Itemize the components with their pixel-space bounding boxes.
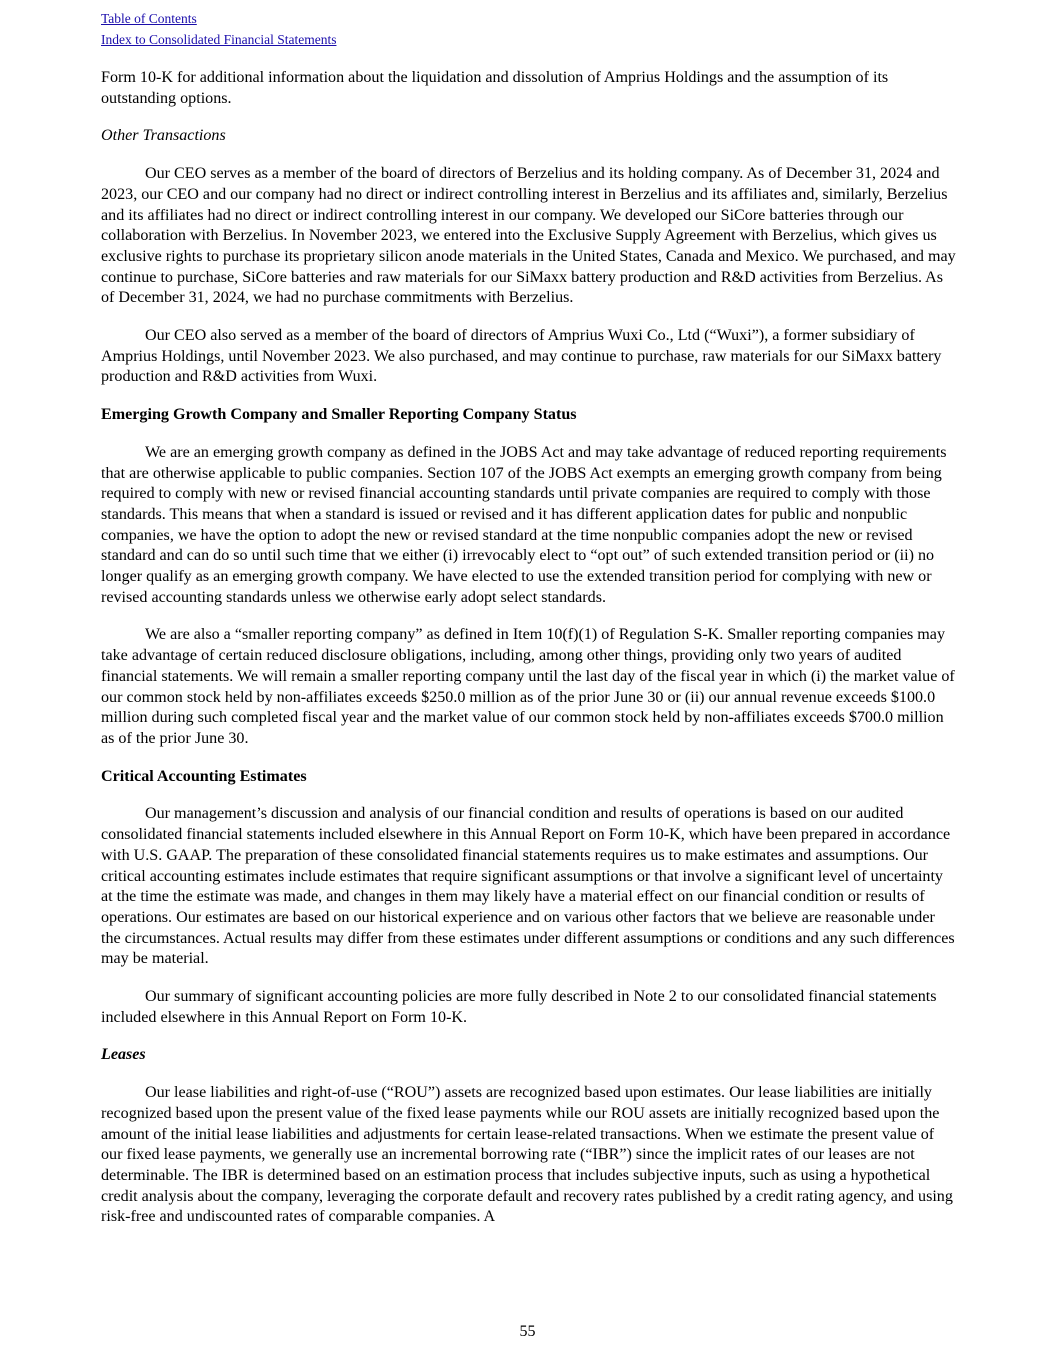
top-navigation-links: [101, 8, 957, 50]
other-transactions-heading: Other Transactions: [101, 127, 226, 145]
document-page: [101, 8, 957, 1245]
page-number: 55: [519, 1323, 536, 1340]
smaller-reporting-paragraph: We are also a “smaller reporting company” as defined in Item 10(f)(1) of Regulation S-K. Smaller reporting companies may take advantage of certain reduced disclosure obligations, including, among other things, providing only two years of audited financial statements. We will remain a smaller reporting company until the last day of the fiscal year in which (i) the market value of our common stock held by non-affiliates exceeds $250.0 million as of the prior June 30 or (ii) our annual revenue exceeds $100.0 million during such completed fiscal year and the market value of our common stock held by non-affiliates exceeds $700.0 million as of the prior June 30.: [101, 626, 955, 747]
table-of-contents-link[interactable]: Table of Contents: [101, 11, 197, 26]
leases-paragraph: Our lease liabilities and right-of-use (“ROU”) assets are recognized based upon estimates. Our lease liabilities are initially recognized based upon the present value of the fixed lease payments while our ROU assets are initially recognized based upon the amount of the initial lease liabilities and adjustments for certain lease-related transactions. When we estimate the present value of our fixed lease payments, we generally use an incremental borrowing rate (“IBR”) since the implicit rates of our leases are not determinable. The IBR is determined based on an estimation process that includes subjective inputs, such as using a hypothetical credit analysis about the company, leveraging the corporate default and recovery rates published by a credit rating agency, and using risk-free and undiscounted rates of comparable companies. A: [101, 1084, 953, 1226]
critical-estimates-heading: Critical Accounting Estimates: [101, 767, 307, 785]
wuxi-paragraph: Our CEO also served as a member of the board of directors of Amprius Wuxi Co., Ltd (“Wuxi”), a former subsidiary of Amprius Holdings, until November 2023. We also purchased, and may continue to purchase, raw materials for our SiMaxx battery production and R&D activities from Wuxi.: [101, 327, 942, 386]
berzelius-paragraph: Our CEO serves as a member of the board of directors of Berzelius and its holding company. As of December 31, 2024 and 2023, our CEO and our company had no direct or indirect controlling interest in Berzelius and its affiliates and, similarly, Berzelius and its affiliates had no direct or indirect controlling interest in our company. We developed our SiCore batteries through our collaboration with Berzelius. In November 2023, we entered into the Exclusive Supply Agreement with Berzelius, which gives us exclusive rights to purchase its proprietary silicon anode materials in the United States, Canada and Mexico. We purchased, and may continue to purchase, SiCore batteries and raw materials for our SiMaxx battery production and R&D activities from Berzelius. As of December 31, 2024, we had no purchase commitments with Berzelius.: [101, 165, 956, 307]
egc-status-heading: Emerging Growth Company and Smaller Reporting Company Status: [101, 406, 577, 424]
critical-estimates-paragraph: Our management’s discussion and analysis of our financial condition and results of operations is based on our audited consolidated financial statements included elsewhere in this Annual Report on Form 10-K, which have been prepared in accordance with U.S. GAAP. The preparation of these consolidated financial statements requires us to make estimates and assumptions. Our critical accounting estimates include estimates that require significant assumptions or that involve a significant level of uncertainty at the time the estimate was made, and changes in them may likely have a material effect on our financial condition or results of operations. Our estimates are based on our historical experience and on various other factors that we believe are reasonable under the circumstances. Actual results may differ from these estimates under different assumptions or conditions and any such differences may be material.: [101, 805, 955, 968]
intro-paragraph: Form 10-K for additional information about the liquidation and dissolution of Amprius Holdings and the assumption of its outstanding options.: [101, 69, 889, 107]
accounting-policies-paragraph: Our summary of significant accounting policies are more fully described in Note 2 to our consolidated financial statements included elsewhere in this Annual Report on Form 10-K.: [101, 988, 937, 1026]
index-to-financial-statements-link[interactable]: Index to Consolidated Financial Statements: [101, 32, 337, 47]
emerging-growth-paragraph: We are an emerging growth company as defined in the JOBS Act and may take advantage of reduced reporting requirements that are otherwise applicable to public companies. Section 107 of the JOBS Act exempts an emerging growth company from being required to comply with new or revised financial accounting standards until private companies are required to comply with those standards. This means that when a standard is issued or revised and it has different application dates for public and nonpublic companies, we have the option to adopt the new or revised standard at the time nonpublic companies adopt the new or revised standard and can do so until such time that we either (i) irrevocably elect to “opt out” of such extended transition period or (ii) no longer qualify as an emerging growth company. We have elected to use the extended transition period for complying with new or revised accounting standards unless we otherwise early adopt select standards.: [101, 443, 947, 606]
leases-heading: Leases: [101, 1046, 146, 1064]
